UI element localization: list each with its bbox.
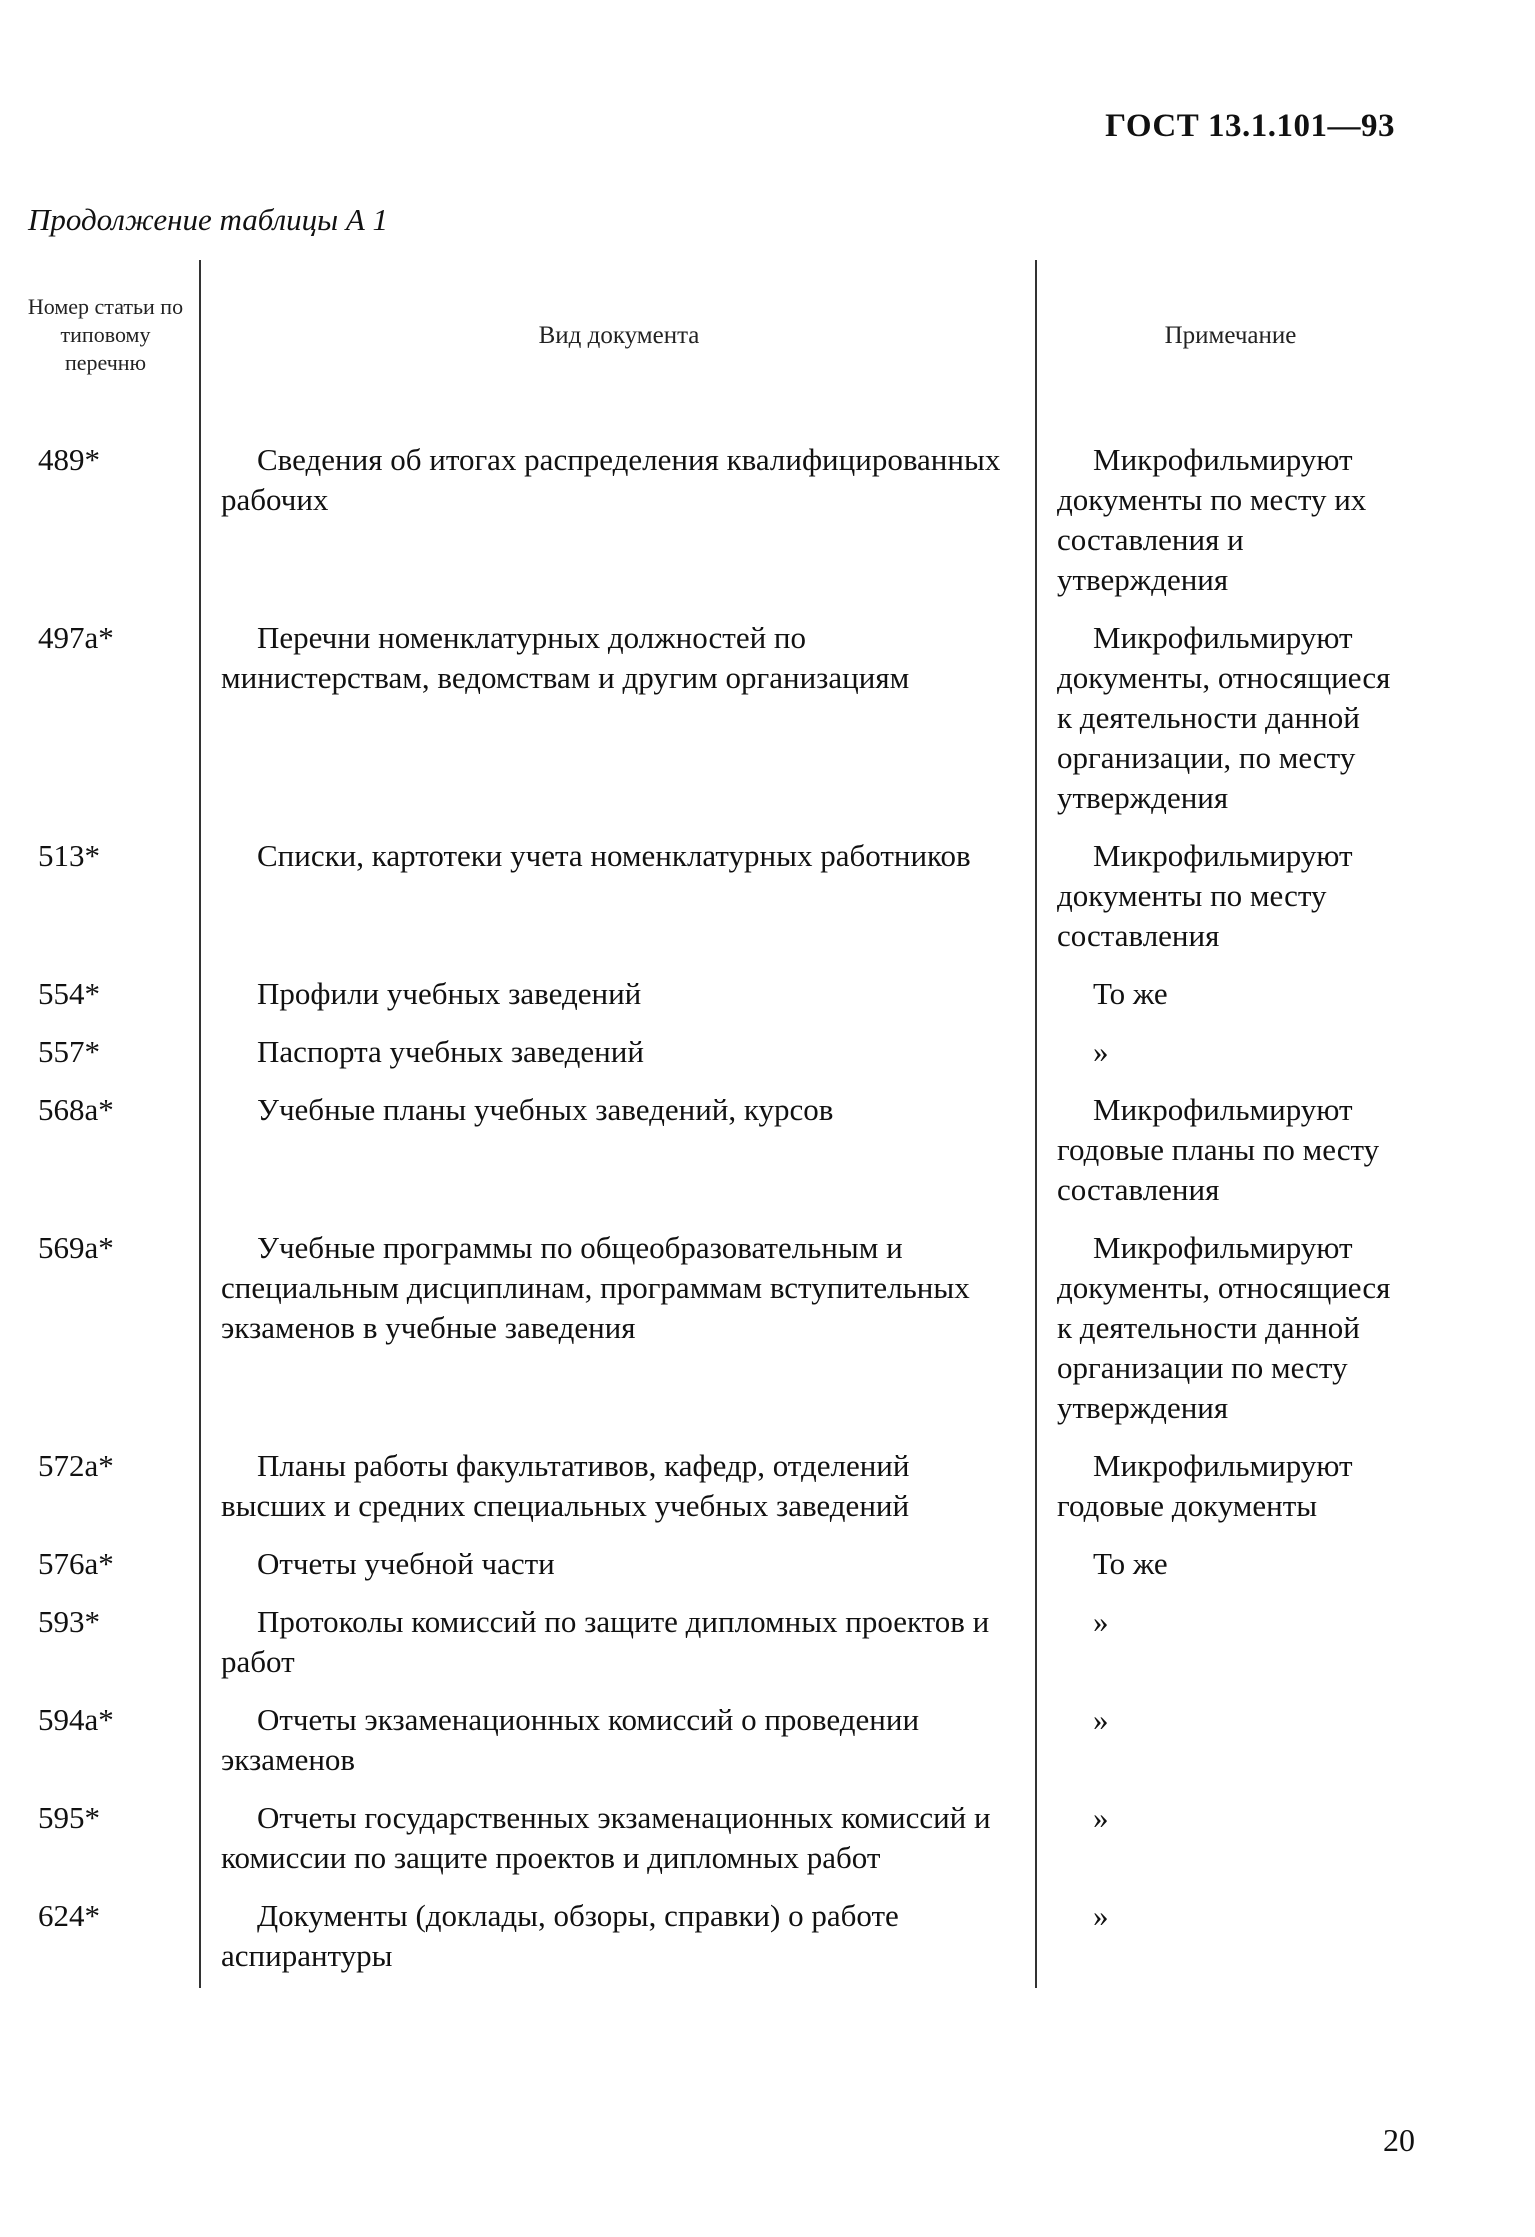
document-type-cell <box>200 410 1036 612</box>
table-row <box>22 1694 1412 1792</box>
note-cell <box>1036 1538 1412 1596</box>
document-type-text: Отчеты учебной части <box>257 1546 555 1581</box>
document-type-text: Протоколы комиссий по защите дипломных проектов и работ <box>221 1604 990 1679</box>
note-cell <box>1036 410 1412 612</box>
column-header-document: Вид документа <box>200 260 1036 410</box>
note-cell <box>1036 1222 1412 1440</box>
table-row <box>22 968 1412 1026</box>
column-header-number: Номер статьи по типовому перечню <box>27 294 184 375</box>
note-text: Микрофильмируют документы, относящиеся к деятельности данной организации, по месту утверждения <box>1057 620 1391 815</box>
note-cell <box>1036 612 1412 830</box>
row-number-cell: 489* <box>38 442 100 477</box>
document-type-text: Планы работы факультативов, кафедр, отделений высших и средних специальных учебных заведений <box>221 1448 910 1523</box>
document-type-text: Паспорта учебных заведений <box>257 1034 644 1069</box>
document-header: ГОСТ 13.1.101—93 <box>1105 108 1395 144</box>
note-text: То же <box>1093 976 1168 1011</box>
note-cell <box>1036 1596 1412 1694</box>
note-text: Микрофильмируют документы, относящиеся к деятельности данной организации по месту утверждения <box>1057 1230 1391 1425</box>
note-text: » <box>1093 1702 1109 1737</box>
document-type-text: Учебные планы учебных заведений, курсов <box>257 1092 834 1127</box>
document-type-cell <box>200 1890 1036 1988</box>
note-cell <box>1036 1026 1412 1084</box>
document-type-text: Профили учебных заведений <box>257 976 642 1011</box>
note-cell <box>1036 1890 1412 1988</box>
document-type-cell <box>200 1084 1036 1222</box>
note-text: То же <box>1093 1546 1168 1581</box>
note-cell <box>1036 830 1412 968</box>
table-row <box>22 1596 1412 1694</box>
document-type-text: Перечни номенклатурных должностей по министерствам, ведомствам и другим организациям <box>221 620 910 695</box>
note-text: » <box>1093 1034 1109 1069</box>
table-row <box>22 1084 1412 1222</box>
note-cell <box>1036 1440 1412 1538</box>
document-type-text: Отчеты экзаменационных комиссий о проведении экзаменов <box>221 1702 920 1777</box>
row-number-cell: 497а* <box>38 620 114 655</box>
note-text: Микрофильмируют годовые планы по месту составления <box>1057 1092 1380 1207</box>
row-number-cell: 554* <box>38 976 100 1011</box>
table-row <box>22 830 1412 968</box>
document-type-cell <box>200 1440 1036 1538</box>
table-row <box>22 1440 1412 1538</box>
note-text: Микрофильмируют документы по месту их составления и утверждения <box>1057 442 1367 597</box>
note-text: » <box>1093 1604 1109 1639</box>
row-number-cell: 595* <box>38 1800 100 1835</box>
document-type-text: Учебные программы по общеобразовательным и специальным дисциплинам, программам вступительных экзаменов в учебные заведения <box>221 1230 970 1345</box>
document-type-text: Документы (доклады, обзоры, справки) о работе аспирантуры <box>221 1898 899 1973</box>
table-row <box>22 1538 1412 1596</box>
row-number-cell: 572а* <box>38 1448 114 1483</box>
document-type-text: Отчеты государственных экзаменационных комиссий и комиссии по защите проектов и дипломных работ <box>221 1800 991 1875</box>
note-text: Микрофильмируют годовые документы <box>1057 1448 1353 1523</box>
table-row <box>22 1890 1412 1988</box>
row-number-cell: 568а* <box>38 1092 114 1127</box>
table-row <box>22 1026 1412 1084</box>
row-number-cell: 624* <box>38 1898 100 1933</box>
document-type-cell <box>200 1026 1036 1084</box>
document-table <box>22 260 1412 1988</box>
document-type-cell <box>200 1596 1036 1694</box>
document-type-text: Списки, картотеки учета номенклатурных работников <box>257 838 971 873</box>
column-header-note: Примечание <box>1036 260 1412 410</box>
document-type-cell <box>200 968 1036 1026</box>
note-text: » <box>1093 1898 1109 1933</box>
row-number-cell: 594а* <box>38 1702 114 1737</box>
page-number: 20 <box>1383 2122 1415 2158</box>
row-number-cell: 593* <box>38 1604 100 1639</box>
row-number-cell: 557* <box>38 1034 100 1069</box>
note-cell <box>1036 968 1412 1026</box>
table-caption: Продолжение таблицы А 1 <box>28 202 389 237</box>
document-type-cell <box>200 1538 1036 1596</box>
note-text: Микрофильмируют документы по месту составления <box>1057 838 1353 953</box>
document-type-cell <box>200 1694 1036 1792</box>
document-type-text: Сведения об итогах распределения квалифицированных рабочих <box>221 442 1001 517</box>
table-header-row <box>22 260 1412 410</box>
document-type-cell <box>200 612 1036 830</box>
row-number-cell: 576а* <box>38 1546 114 1581</box>
table-row <box>22 410 1412 612</box>
row-number-cell: 513* <box>38 838 100 873</box>
row-number-cell: 569а* <box>38 1230 114 1265</box>
table-row <box>22 612 1412 830</box>
note-cell <box>1036 1792 1412 1890</box>
document-type-cell <box>200 1792 1036 1890</box>
document-type-cell <box>200 830 1036 968</box>
note-text: » <box>1093 1800 1109 1835</box>
note-cell <box>1036 1084 1412 1222</box>
table-row <box>22 1792 1412 1890</box>
table-row <box>22 1222 1412 1440</box>
document-type-cell <box>200 1222 1036 1440</box>
note-cell <box>1036 1694 1412 1792</box>
